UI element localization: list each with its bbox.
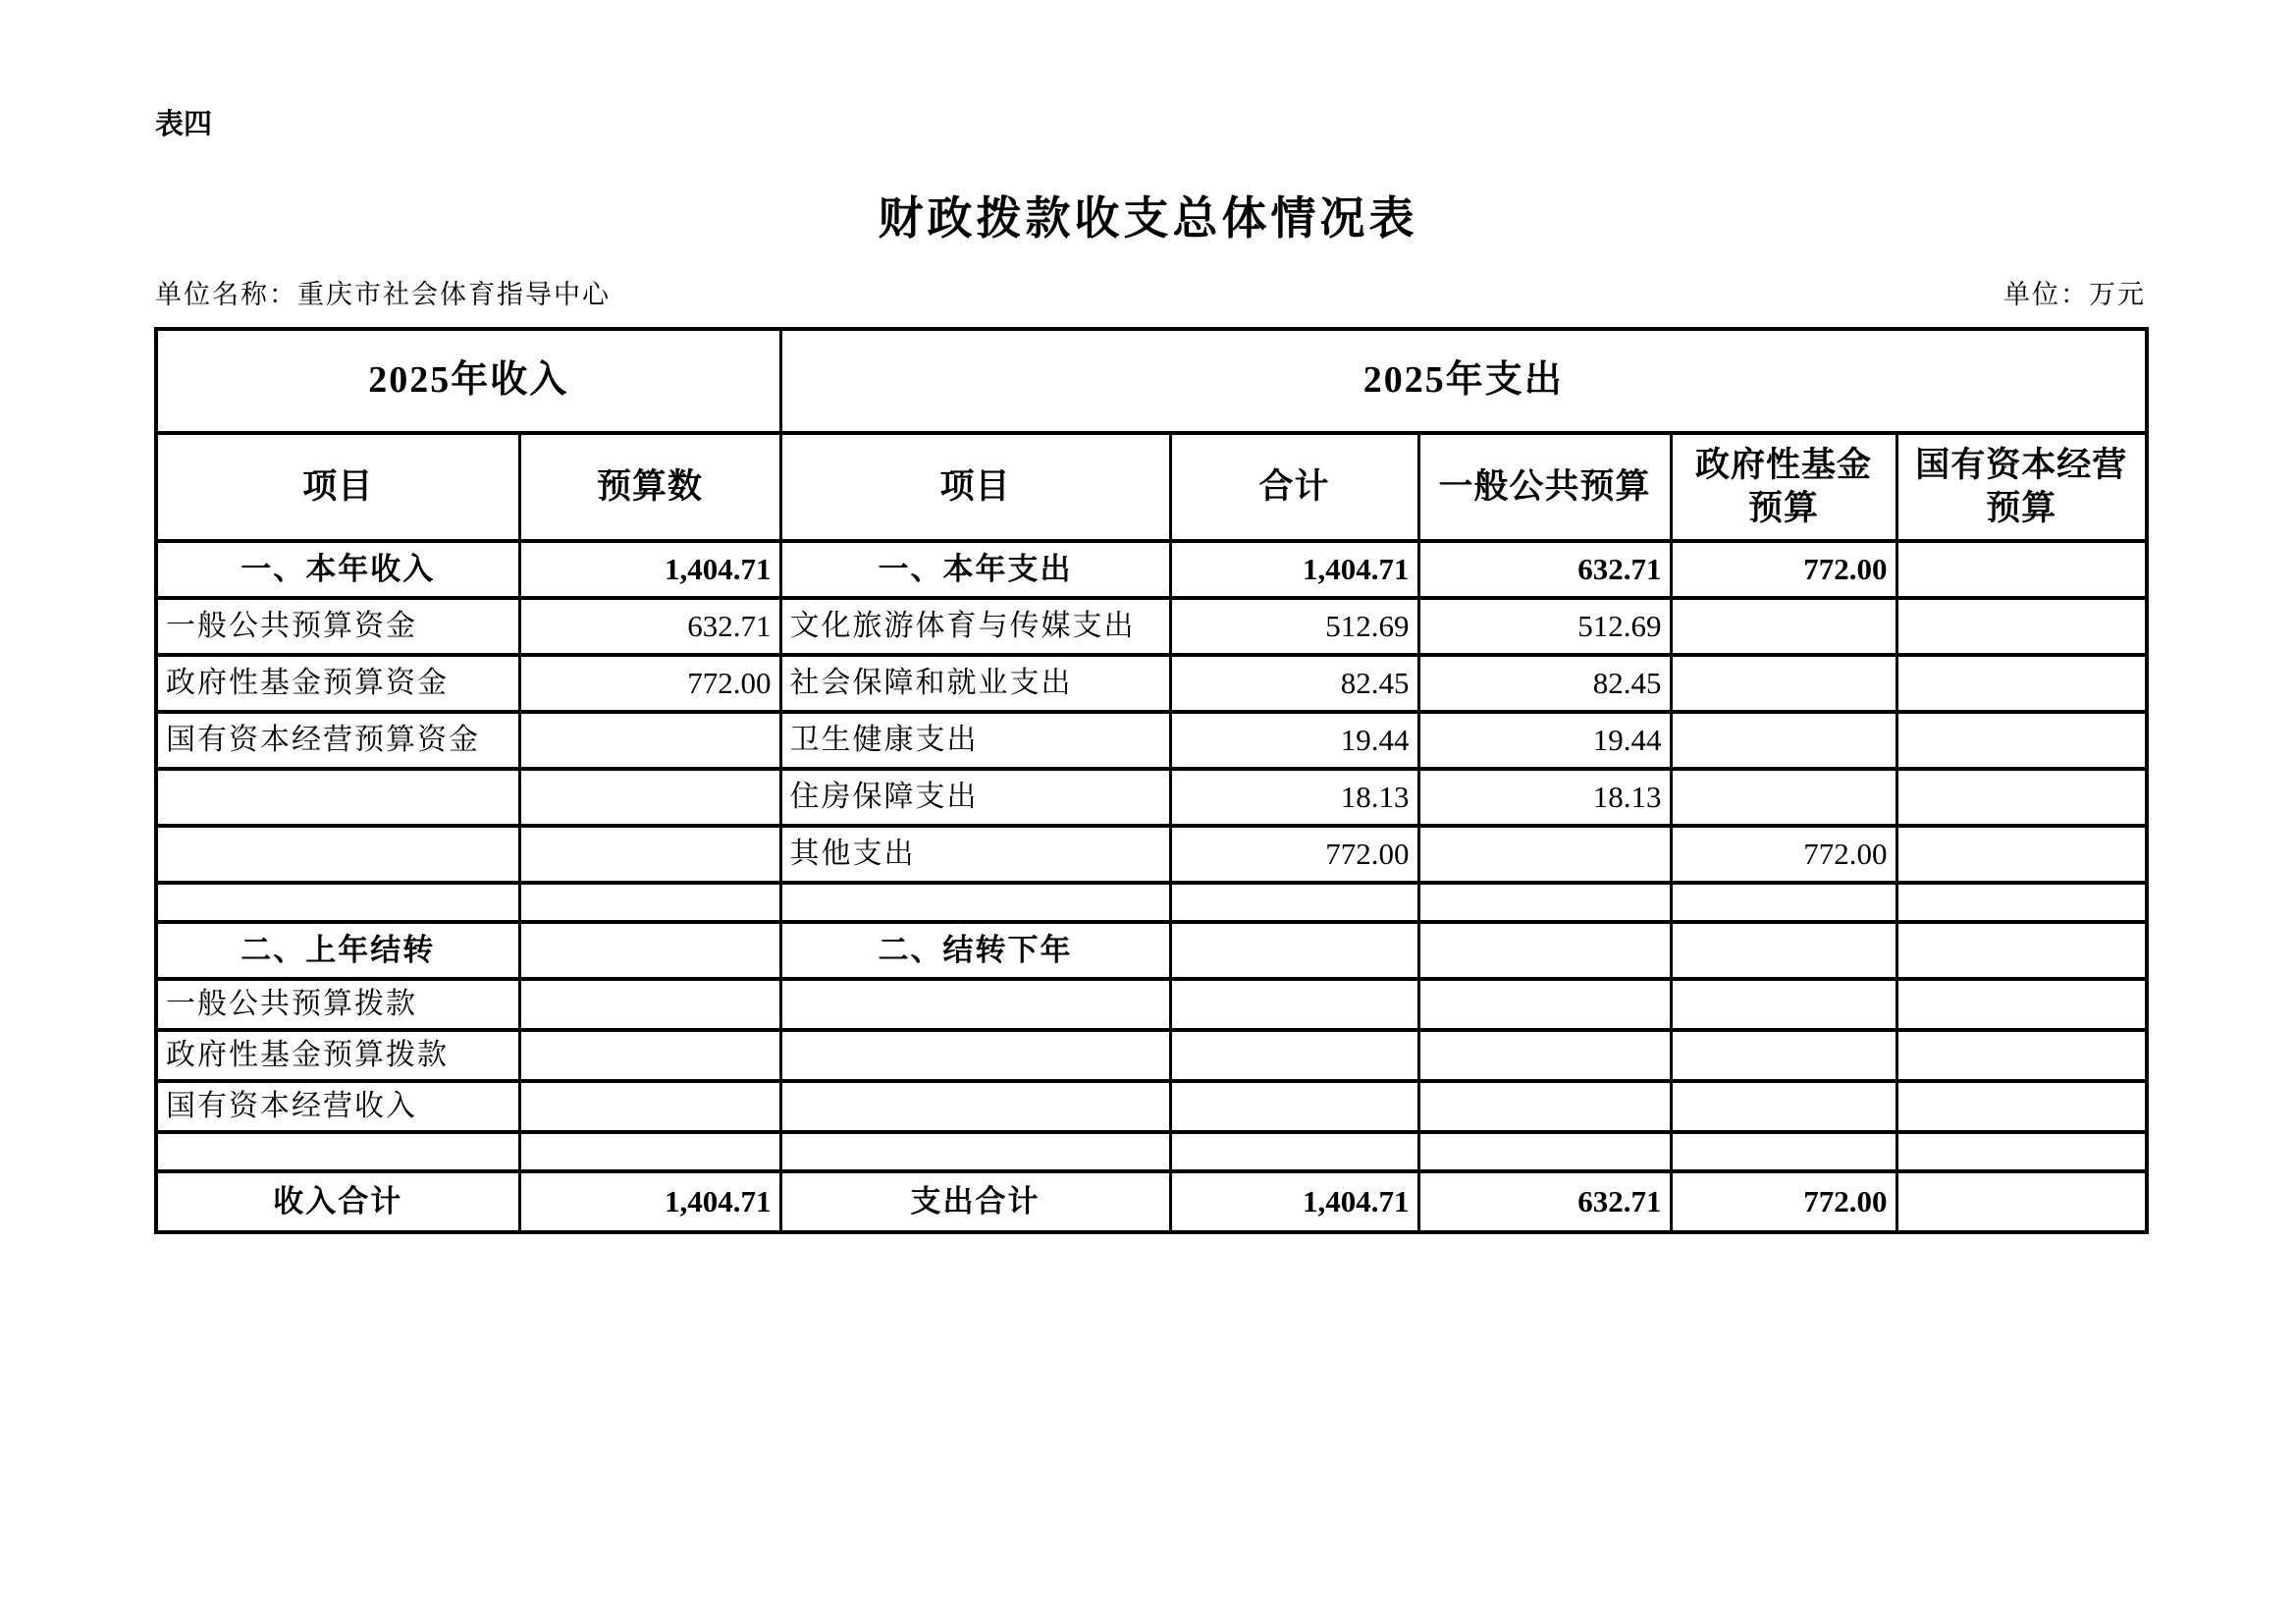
page-title: 财政拨款收支总体情况表 (878, 193, 1418, 244)
expense-state-cell (1896, 922, 2147, 979)
expense-item-cell: 住房保障支出 (780, 769, 1170, 826)
expense-state-cell (1896, 712, 2147, 769)
expense-total-cell (1170, 883, 1418, 922)
expense-fund-cell (1671, 598, 1896, 655)
income-value-cell: 632.71 (519, 598, 780, 655)
expense-state-cell (1896, 883, 2147, 922)
income-value-cell (519, 883, 780, 922)
col-header-general-public: 一般公共预算 (1418, 433, 1671, 541)
expense-total-cell (1170, 1132, 1418, 1171)
income-item-cell (156, 826, 519, 883)
table-row (156, 922, 2147, 979)
income-item-cell (156, 1132, 519, 1171)
expense-state-cell (1896, 598, 2147, 655)
expense-fund-cell (1671, 655, 1896, 712)
income-value-cell (519, 922, 780, 979)
unit-name-label: 单位名称：重庆市社会体育指导中心 (155, 280, 611, 309)
income-item-cell: 政府性基金预算拨款 (156, 1030, 519, 1081)
expense-total-cell: 1,404.71 (1170, 541, 1418, 598)
table-row (156, 433, 2147, 541)
table-row (156, 1081, 2147, 1132)
unit-measure-label: 单位：万元 (2003, 280, 2146, 309)
expense-item-cell (780, 1132, 1170, 1171)
income-value-cell (519, 826, 780, 883)
table-row (156, 1171, 2147, 1232)
expense-section-header: 2025年支出 (780, 329, 2147, 433)
col-header-income-item: 项目 (156, 433, 519, 541)
expense-item-cell (780, 883, 1170, 922)
expense-general-cell (1418, 1081, 1671, 1132)
expense-item-cell: 二、结转下年 (780, 922, 1170, 979)
expense-general-cell: 512.69 (1418, 598, 1671, 655)
income-item-cell: 二、上年结转 (156, 922, 519, 979)
expense-fund-cell: 772.00 (1671, 1171, 1896, 1232)
expense-item-cell: 文化旅游体育与传媒支出 (780, 598, 1170, 655)
table-row (156, 598, 2147, 655)
expense-item-cell: 卫生健康支出 (780, 712, 1170, 769)
table-row (156, 883, 2147, 922)
expense-state-cell (1896, 826, 2147, 883)
income-item-cell: 一般公共预算拨款 (156, 979, 519, 1030)
table-row (156, 329, 2147, 433)
income-value-cell (519, 1030, 780, 1081)
expense-state-cell (1896, 1081, 2147, 1132)
income-total-label-cell: 收入合计 (156, 1171, 519, 1232)
income-section-header: 2025年收入 (156, 329, 780, 433)
expense-fund-cell: 772.00 (1671, 826, 1896, 883)
income-item-cell (156, 883, 519, 922)
expense-item-cell (780, 979, 1170, 1030)
expense-item-cell (780, 1081, 1170, 1132)
table-row (156, 541, 2147, 598)
income-item-cell (156, 769, 519, 826)
table-row (156, 712, 2147, 769)
income-value-cell (519, 1132, 780, 1171)
income-value-cell (519, 979, 780, 1030)
expense-fund-cell (1671, 1030, 1896, 1081)
budget-table (154, 327, 2149, 1234)
income-value-cell (519, 1081, 780, 1132)
sheet-label: 表四 (155, 109, 213, 140)
expense-general-cell (1418, 826, 1671, 883)
col-header-expense-item: 项目 (780, 433, 1170, 541)
expense-state-cell (1896, 979, 2147, 1030)
table-row (156, 655, 2147, 712)
expense-fund-cell (1671, 1081, 1896, 1132)
col-header-state-capital: 国有资本经营预算 (1896, 433, 2147, 541)
expense-total-cell (1170, 1081, 1418, 1132)
expense-total-cell: 82.45 (1170, 655, 1418, 712)
expense-state-cell (1896, 1030, 2147, 1081)
expense-state-cell (1896, 541, 2147, 598)
expense-fund-cell: 772.00 (1671, 541, 1896, 598)
expense-general-cell: 82.45 (1418, 655, 1671, 712)
income-value-cell (519, 769, 780, 826)
expense-total-cell: 19.44 (1170, 712, 1418, 769)
expense-item-cell: 其他支出 (780, 826, 1170, 883)
expense-general-cell: 632.71 (1418, 1171, 1671, 1232)
col-header-budget-amount: 预算数 (519, 433, 780, 541)
expense-fund-cell (1671, 769, 1896, 826)
expense-general-cell (1418, 1132, 1671, 1171)
expense-state-cell (1896, 1132, 2147, 1171)
expense-fund-cell (1671, 1132, 1896, 1171)
table-row (156, 769, 2147, 826)
expense-item-cell: 社会保障和就业支出 (780, 655, 1170, 712)
expense-state-cell (1896, 769, 2147, 826)
table-row (156, 979, 2147, 1030)
expense-general-cell (1418, 883, 1671, 922)
expense-general-cell: 632.71 (1418, 541, 1671, 598)
expense-total-cell: 1,404.71 (1170, 1171, 1418, 1232)
expense-total-cell (1170, 922, 1418, 979)
income-value-cell: 772.00 (519, 655, 780, 712)
table-row (156, 1030, 2147, 1081)
expense-total-cell (1170, 979, 1418, 1030)
income-total-value-cell: 1,404.71 (519, 1171, 780, 1232)
expense-fund-cell (1671, 712, 1896, 769)
col-header-gov-fund: 政府性基金预算 (1671, 433, 1896, 541)
expense-general-cell (1418, 1030, 1671, 1081)
expense-fund-cell (1671, 922, 1896, 979)
expense-state-cell (1896, 655, 2147, 712)
table-row (156, 826, 2147, 883)
expense-general-cell: 19.44 (1418, 712, 1671, 769)
expense-total-cell (1170, 1030, 1418, 1081)
income-item-cell: 政府性基金预算资金 (156, 655, 519, 712)
expense-general-cell (1418, 979, 1671, 1030)
col-header-total: 合计 (1170, 433, 1418, 541)
expense-item-cell: 一、本年支出 (780, 541, 1170, 598)
income-item-cell: 一、本年收入 (156, 541, 519, 598)
expense-general-cell: 18.13 (1418, 769, 1671, 826)
income-value-cell: 1,404.71 (519, 541, 780, 598)
table-row (156, 1132, 2147, 1171)
expense-total-cell: 772.00 (1170, 826, 1418, 883)
income-item-cell: 国有资本经营收入 (156, 1081, 519, 1132)
income-value-cell (519, 712, 780, 769)
expense-general-cell (1418, 922, 1671, 979)
expense-state-cell (1896, 1171, 2147, 1232)
meta-row (155, 273, 2146, 311)
income-item-cell: 一般公共预算资金 (156, 598, 519, 655)
expense-item-cell (780, 1030, 1170, 1081)
expense-fund-cell (1671, 979, 1896, 1030)
expense-fund-cell (1671, 883, 1896, 922)
expense-total-cell: 18.13 (1170, 769, 1418, 826)
expense-total-cell: 512.69 (1170, 598, 1418, 655)
income-item-cell: 国有资本经营预算资金 (156, 712, 519, 769)
expense-total-label-cell: 支出合计 (780, 1171, 1170, 1232)
